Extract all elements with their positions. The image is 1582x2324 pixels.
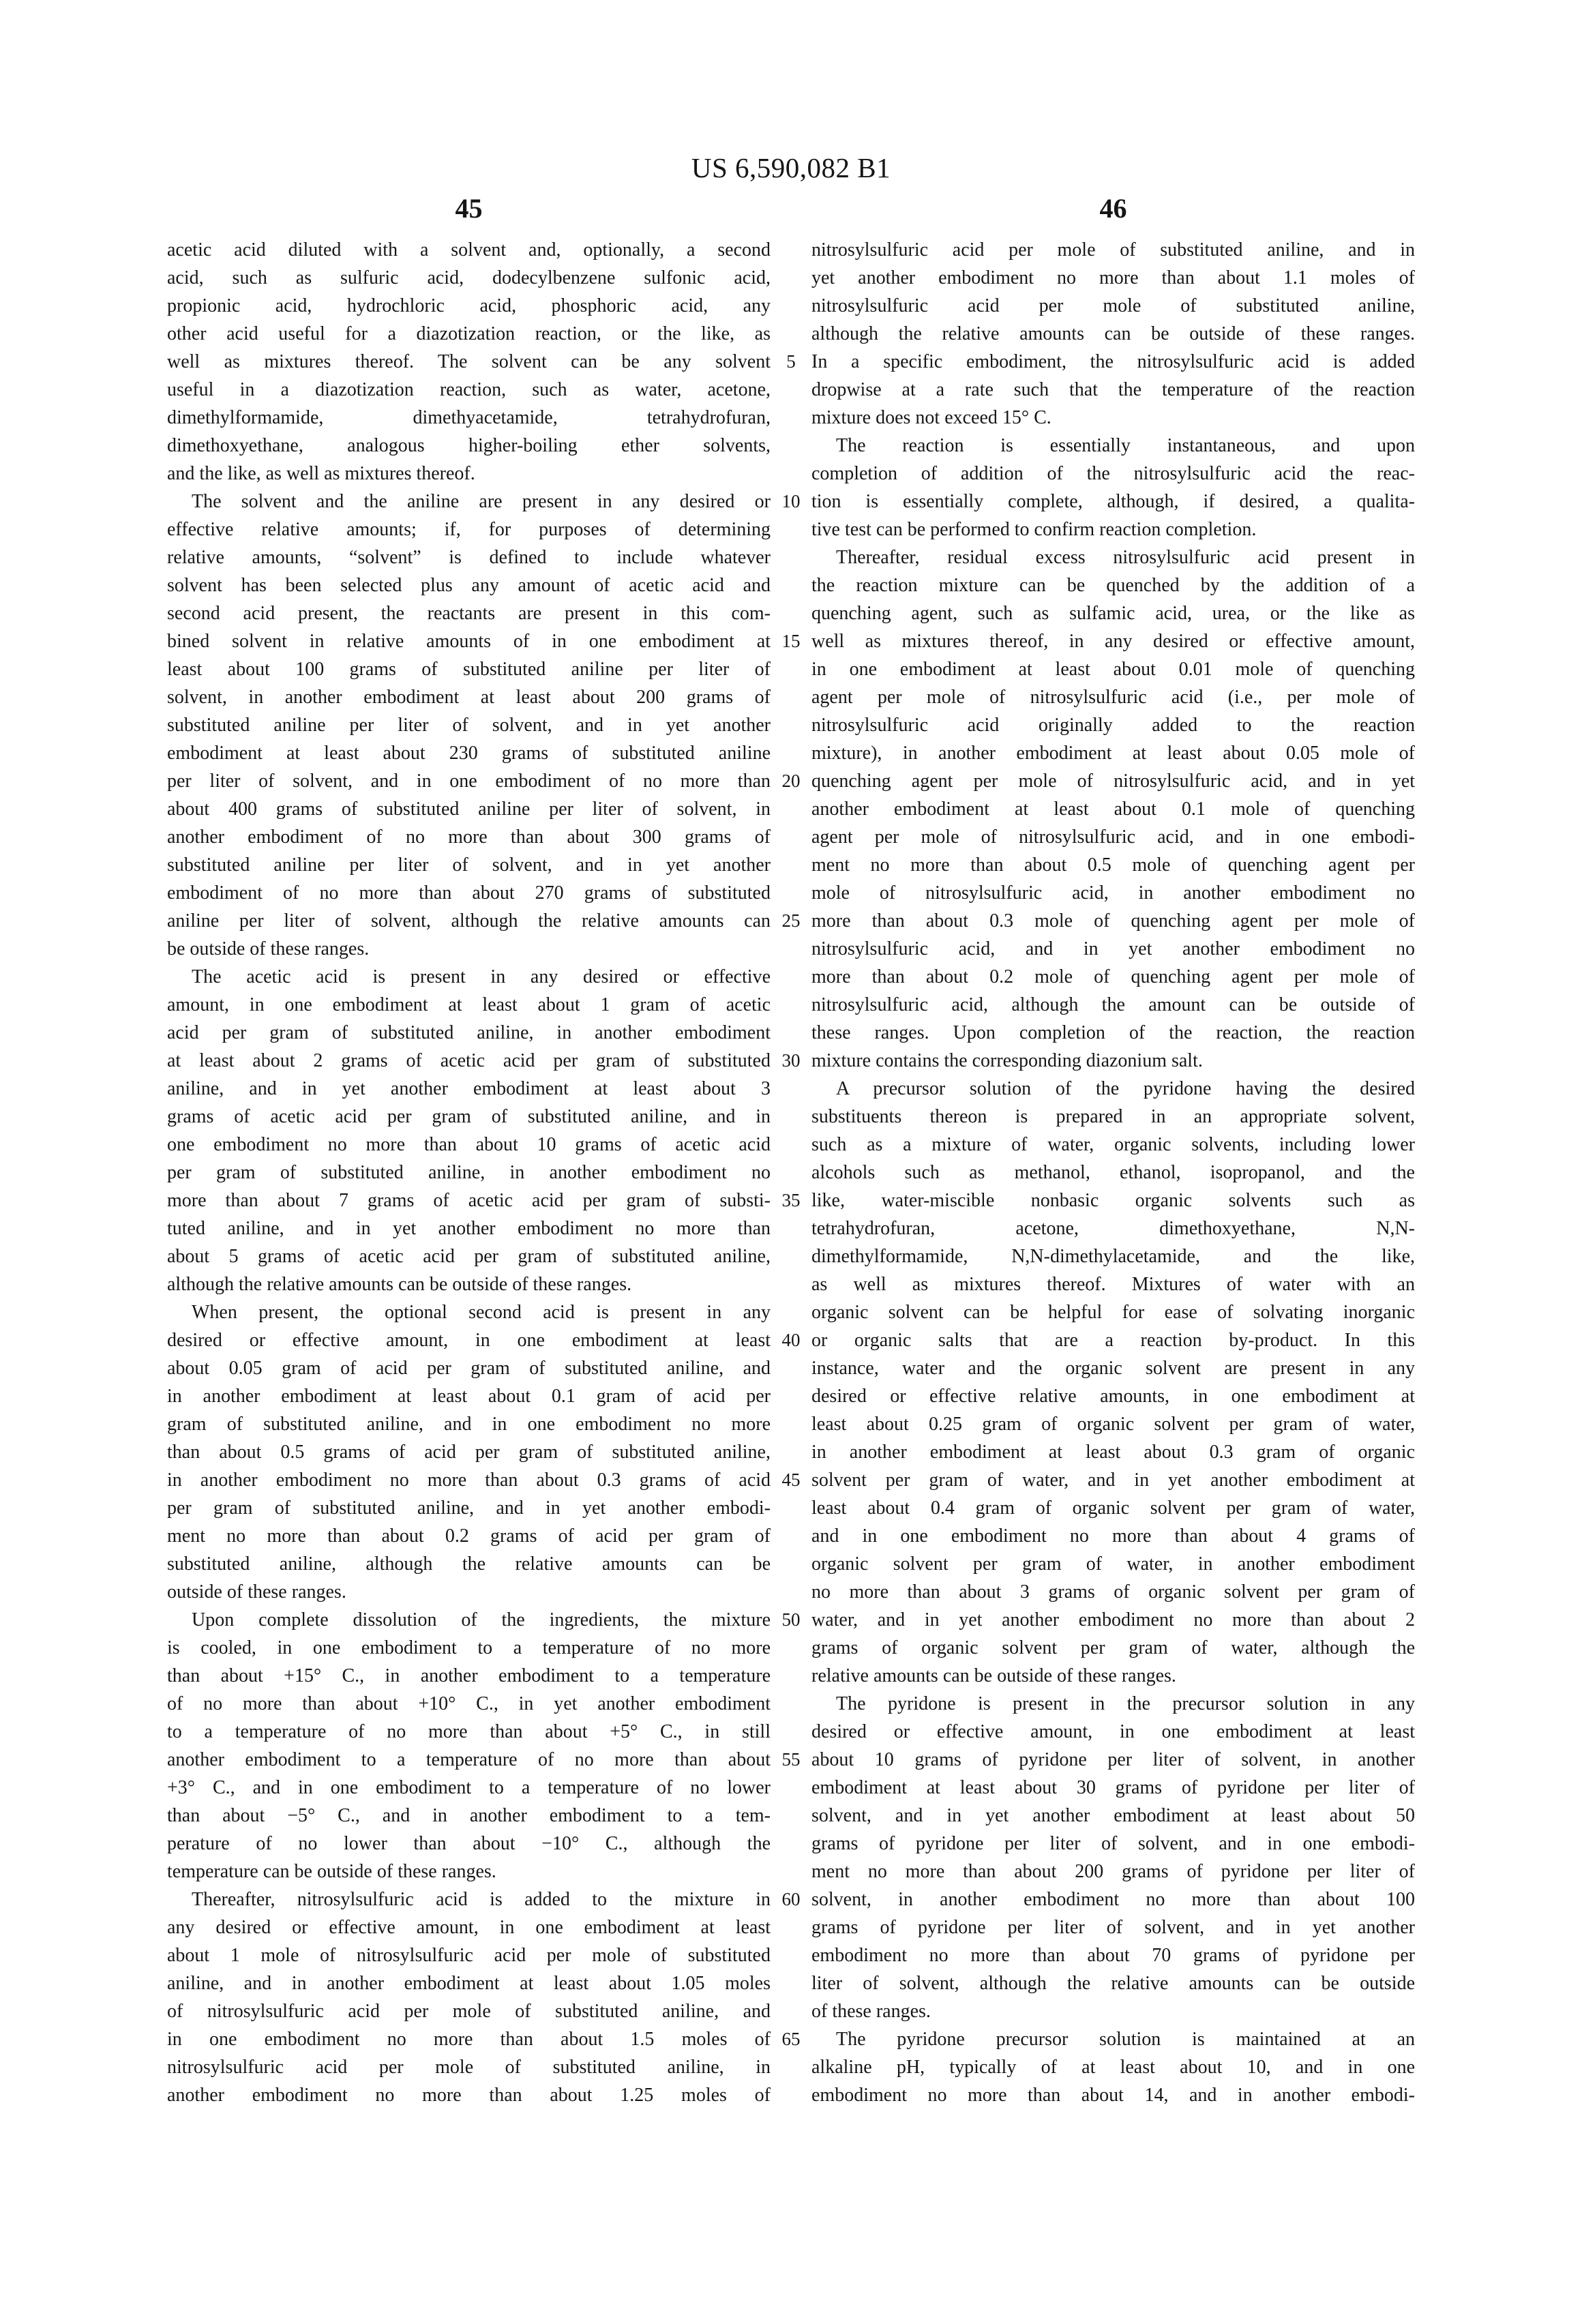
gutter-line-number: 40 xyxy=(781,1330,801,1350)
gutter-line-number: 15 xyxy=(781,631,801,651)
text-line: dropwise at a rate such that the temperature of the reaction xyxy=(811,379,1415,400)
text-line: nitrosylsulfuric acid, and in yet another embodiment no xyxy=(811,938,1415,959)
text-line: no more than about 3 grams of organic solvent per gram of xyxy=(811,1581,1415,1603)
text-line: to a temperature of no more than about +5° C., in still xyxy=(167,1721,771,1742)
text-line: effective relative amounts; if, for purposes of determining xyxy=(167,519,771,540)
text-line: any desired or effective amount, in one embodiment at least xyxy=(167,1917,771,1938)
text-line: the reaction mixture can be quenched by the addition of a xyxy=(811,575,1415,596)
text-line: dimethylformamide, N,N-dimethylacetamide, and the like, xyxy=(811,1246,1415,1267)
text-line: In a specific embodiment, the nitrosylsulfuric acid is added xyxy=(811,351,1415,372)
text-line: or organic salts that are a reaction by-product. In this xyxy=(811,1330,1415,1351)
text-line: completion of addition of the nitrosylsulfuric acid the reac- xyxy=(811,463,1415,484)
text-line: embodiment at least about 230 grams of substituted aniline xyxy=(167,743,771,764)
text-line: per gram of substituted aniline, and in yet another embodi- xyxy=(167,1498,771,1519)
text-line: of nitrosylsulfuric acid per mole of substituted aniline, and xyxy=(167,2001,771,2022)
paragraph xyxy=(811,1075,1415,1690)
line-number-gutter xyxy=(771,236,811,2109)
text-line: ment no more than about 0.2 grams of acid per gram of xyxy=(167,1525,771,1547)
column-number-left: 45 xyxy=(455,193,483,224)
column-number-right: 46 xyxy=(1099,193,1127,224)
text-line: solvent, and in yet another embodiment at least about 50 xyxy=(811,1805,1415,1826)
text-line: The acetic acid is present in any desired or effective xyxy=(192,966,771,987)
text-line: The pyridone precursor solution is maintained at an xyxy=(836,2029,1415,2050)
text-line: although the relative amounts can be outside of these ranges. xyxy=(167,1274,632,1295)
text-line: embodiment at least about 30 grams of pyridone per liter of xyxy=(811,1777,1415,1798)
text-line: acid per gram of substituted aniline, in another embodiment xyxy=(167,1022,771,1043)
text-line: liter of solvent, although the relative amounts can be outside xyxy=(811,1973,1415,1994)
text-line: dimethylformamide, dimethyacetamide, tetrahydrofuran, xyxy=(167,407,771,428)
text-line: aniline, and in yet another embodiment at least about 3 xyxy=(167,1078,771,1099)
gutter-line-number: 30 xyxy=(781,1050,801,1071)
text-line: aniline, and in another embodiment at least about 1.05 moles xyxy=(167,1973,771,1994)
text-line: substituted aniline per liter of solvent, and in yet another xyxy=(167,854,771,876)
text-line: in another embodiment no more than about 0.3 grams of acid xyxy=(167,1470,771,1491)
text-line: of these ranges. xyxy=(811,2001,931,2022)
text-line: agent per mole of nitrosylsulfuric acid (i.e., per mole of xyxy=(811,687,1415,708)
text-line: nitrosylsulfuric acid, although the amount can be outside of xyxy=(811,994,1415,1015)
text-line: nitrosylsulfuric acid per mole of substituted aniline, in xyxy=(167,2057,771,2078)
text-line: bined solvent in relative amounts of in one embodiment at xyxy=(167,631,771,652)
text-line: The reaction is essentially instantaneous, and upon xyxy=(836,435,1415,456)
text-line: propionic acid, hydrochloric acid, phosphoric acid, any xyxy=(167,295,771,316)
text-line: embodiment of no more than about 270 grams of substituted xyxy=(167,882,771,904)
text-line: substituted aniline per liter of solvent, and in yet another xyxy=(167,715,771,736)
text-line: organic solvent per gram of water, in another embodiment xyxy=(811,1553,1415,1575)
text-line: alcohols such as methanol, ethanol, isopropanol, and the xyxy=(811,1162,1415,1183)
text-line: grams of pyridone per liter of solvent, and in yet another xyxy=(811,1917,1415,1938)
text-line: organic solvent can be helpful for ease of solvating inorganic xyxy=(811,1302,1415,1323)
text-line: about 400 grams of substituted aniline per liter of solvent, in xyxy=(167,799,771,820)
text-line: one embodiment no more than about 10 grams of acetic acid xyxy=(167,1134,771,1155)
text-line: acetic acid diluted with a solvent and, optionally, a second xyxy=(167,239,771,260)
text-line: least about 0.4 gram of organic solvent per gram of water, xyxy=(811,1498,1415,1519)
text-line: mixture), in another embodiment at least about 0.05 mole of xyxy=(811,743,1415,764)
text-line: at least about 2 grams of acetic acid per gram of substituted xyxy=(167,1050,771,1071)
text-line: perature of no lower than about −10° C., although the xyxy=(167,1833,771,1854)
text-line: water, and in yet another embodiment no more than about 2 xyxy=(811,1609,1415,1630)
text-line: about 10 grams of pyridone per liter of solvent, in another xyxy=(811,1749,1415,1770)
text-line: mixture contains the corresponding diazonium salt. xyxy=(811,1050,1203,1071)
patent-number-header: US 6,590,082 B1 xyxy=(691,152,891,183)
text-line: least about 100 grams of substituted aniline per liter of xyxy=(167,659,771,680)
paragraph xyxy=(811,432,1415,543)
paragraph xyxy=(167,488,771,963)
paragraph xyxy=(167,963,771,1298)
text-line: these ranges. Upon completion of the reaction, the reaction xyxy=(811,1022,1415,1043)
gutter-line-number: 20 xyxy=(781,771,801,791)
text-line: desired or effective relative amounts, in one embodiment at xyxy=(811,1386,1415,1407)
text-line: Thereafter, nitrosylsulfuric acid is added to the mixture in xyxy=(192,1889,771,1910)
gutter-line-number: 60 xyxy=(781,1889,801,1909)
text-line: aniline per liter of solvent, although the relative amounts can xyxy=(167,910,771,932)
text-line: well as mixtures thereof. The solvent can be any solvent xyxy=(167,351,771,372)
text-line: agent per mole of nitrosylsulfuric acid, and in one embodi- xyxy=(811,826,1415,848)
text-line: more than about 0.3 mole of quenching agent per mole of xyxy=(811,910,1415,932)
text-line: grams of organic solvent per gram of water, although the xyxy=(811,1637,1415,1658)
text-line: substituents thereon is prepared in an appropriate solvent, xyxy=(811,1106,1415,1127)
text-line: another embodiment at least about 0.1 mole of quenching xyxy=(811,799,1415,820)
text-line: Upon complete dissolution of the ingredients, the mixture xyxy=(192,1609,771,1630)
text-line: of no more than about +10° C., in yet another embodiment xyxy=(167,1693,771,1714)
gutter-line-number: 65 xyxy=(781,2029,801,2049)
gutter-line-number: 5 xyxy=(786,351,796,372)
text-line: another embodiment to a temperature of no more than about xyxy=(167,1749,771,1770)
paragraph xyxy=(811,543,1415,1075)
text-line: mixture does not exceed 15° C. xyxy=(811,407,1051,428)
text-line: solvent, in another embodiment no more than about 100 xyxy=(811,1889,1415,1910)
text-line: grams of pyridone per liter of solvent, and in one embodi- xyxy=(811,1833,1415,1854)
text-line: mole of nitrosylsulfuric acid, in another embodiment no xyxy=(811,882,1415,904)
text-line: Thereafter, residual excess nitrosylsulfuric acid present in xyxy=(836,547,1415,568)
gutter-line-number: 45 xyxy=(781,1470,801,1490)
text-line: than about +15° C., in another embodiment to a temperature xyxy=(167,1665,771,1686)
text-line: embodiment no more than about 14, and in another embodi- xyxy=(811,2085,1415,2106)
text-line: quenching agent per mole of nitrosylsulfuric acid, and in yet xyxy=(811,771,1415,792)
column-left-text xyxy=(167,236,771,2109)
text-line: about 0.05 gram of acid per gram of substituted aniline, and xyxy=(167,1358,771,1379)
text-line: tetrahydrofuran, acetone, dimethoxyethane, N,N- xyxy=(811,1218,1415,1239)
text-line: another embodiment of no more than about 300 grams of xyxy=(167,826,771,848)
text-line: second acid present, the reactants are present in this com- xyxy=(167,603,771,624)
text-line: about 5 grams of acetic acid per gram of substituted aniline, xyxy=(167,1246,771,1267)
text-line: nitrosylsulfuric acid originally added to the reaction xyxy=(811,715,1415,736)
text-line: alkaline pH, typically of at least about 10, and in one xyxy=(811,2057,1415,2078)
text-line: useful in a diazotization reaction, such as water, acetone, xyxy=(167,379,771,400)
text-line: gram of substituted aniline, and in one embodiment no more xyxy=(167,1414,771,1435)
text-line: quenching agent, such as sulfamic acid, urea, or the like as xyxy=(811,603,1415,624)
text-line: solvent per gram of water, and in yet another embodiment at xyxy=(811,1470,1415,1491)
text-line: be outside of these ranges. xyxy=(167,938,370,959)
text-line: dimethoxyethane, analogous higher-boiling ether solvents, xyxy=(167,435,771,456)
paragraph xyxy=(167,236,771,488)
text-line: another embodiment no more than about 1.25 moles of xyxy=(167,2085,771,2106)
text-line: than about −5° C., and in another embodiment to a tem- xyxy=(167,1805,771,1826)
text-line: in another embodiment at least about 0.3 gram of organic xyxy=(811,1442,1415,1463)
text-line: solvent, in another embodiment at least about 200 grams of xyxy=(167,687,771,708)
text-line: ment no more than about 200 grams of pyridone per liter of xyxy=(811,1861,1415,1882)
text-line: more than about 7 grams of acetic acid per gram of substi- xyxy=(167,1190,771,1211)
gutter-line-number: 25 xyxy=(781,910,801,931)
paragraph xyxy=(811,1690,1415,2025)
text-line: tuted aniline, and in yet another embodiment no more than xyxy=(167,1218,771,1239)
text-line: in another embodiment at least about 0.1 gram of acid per xyxy=(167,1386,771,1407)
gutter-line-number: 50 xyxy=(781,1609,801,1630)
text-line: other acid useful for a diazotization reaction, or the like, as xyxy=(167,323,771,344)
text-line: ment no more than about 0.5 mole of quenching agent per xyxy=(811,854,1415,876)
text-line: temperature can be outside of these ranges. xyxy=(167,1861,496,1882)
text-line: as well as mixtures thereof. Mixtures of water with an xyxy=(811,1274,1415,1295)
text-line: yet another embodiment no more than about 1.1 moles of xyxy=(811,267,1415,288)
text-line: substituted aniline, although the relative amounts can be xyxy=(167,1553,771,1575)
text-line: The pyridone is present in the precursor solution in any xyxy=(836,1693,1415,1714)
text-line: more than about 0.2 mole of quenching agent per mole of xyxy=(811,966,1415,987)
text-line: per gram of substituted aniline, in another embodiment no xyxy=(167,1162,771,1183)
text-line: outside of these ranges. xyxy=(167,1581,346,1603)
text-line: about 1 mole of nitrosylsulfuric acid per mole of substituted xyxy=(167,1945,771,1966)
text-line: nitrosylsulfuric acid per mole of substituted aniline, xyxy=(811,295,1415,316)
paragraph xyxy=(167,1886,771,2109)
paragraph xyxy=(811,236,1415,432)
text-line: A precursor solution of the pyridone having the desired xyxy=(836,1078,1415,1099)
text-line: desired or effective amount, in one embodiment at least xyxy=(811,1721,1415,1742)
text-line: grams of acetic acid per gram of substituted aniline, and in xyxy=(167,1106,771,1127)
paragraph xyxy=(167,1606,771,1886)
text-line: and the like, as well as mixtures thereof. xyxy=(167,463,475,484)
text-line: amount, in one embodiment at least about 1 gram of acetic xyxy=(167,994,771,1015)
text-line: instance, water and the organic solvent are present in any xyxy=(811,1358,1415,1379)
text-line: solvent has been selected plus any amount of acetic acid and xyxy=(167,575,771,596)
text-line: well as mixtures thereof, in any desired or effective amount, xyxy=(811,631,1415,652)
gutter-line-number: 35 xyxy=(781,1190,801,1210)
text-line: in one embodiment no more than about 1.5 moles of xyxy=(167,2029,771,2050)
text-line: embodiment no more than about 70 grams of pyridone per xyxy=(811,1945,1415,1966)
text-line: least about 0.25 gram of organic solvent per gram of water, xyxy=(811,1414,1415,1435)
column-right-text xyxy=(811,236,1415,2109)
text-line: relative amounts, “solvent” is defined to include whatever xyxy=(167,547,771,568)
gutter-line-number: 55 xyxy=(781,1749,801,1770)
text-line: in one embodiment at least about 0.01 mole of quenching xyxy=(811,659,1415,680)
text-line: The solvent and the aniline are present in any desired or xyxy=(192,491,771,512)
text-line: like, water-miscible nonbasic organic solvents such as xyxy=(811,1190,1415,1211)
text-line: relative amounts can be outside of these ranges. xyxy=(811,1665,1176,1686)
gutter-line-number: 10 xyxy=(781,491,801,511)
text-line: although the relative amounts can be outside of these ranges. xyxy=(811,323,1415,344)
text-line: and in one embodiment no more than about 4 grams of xyxy=(811,1525,1415,1547)
text-line: nitrosylsulfuric acid per mole of substituted aniline, and in xyxy=(811,239,1415,260)
text-line: When present, the optional second acid is present in any xyxy=(192,1302,771,1323)
text-line: tion is essentially complete, although, if desired, a qualita- xyxy=(811,491,1415,512)
paragraph xyxy=(811,2025,1415,2109)
text-line: per liter of solvent, and in one embodiment of no more than xyxy=(167,771,771,792)
text-line: +3° C., and in one embodiment to a temperature of no lower xyxy=(167,1777,771,1798)
paragraph xyxy=(167,1298,771,1606)
text-line: such as a mixture of water, organic solvents, including lower xyxy=(811,1134,1415,1155)
text-line: tive test can be performed to confirm reaction completion. xyxy=(811,519,1257,540)
text-line: is cooled, in one embodiment to a temperature of no more xyxy=(167,1637,771,1658)
text-line: than about 0.5 grams of acid per gram of substituted aniline, xyxy=(167,1442,771,1463)
text-line: desired or effective amount, in one embodiment at least xyxy=(167,1330,771,1351)
text-line: acid, such as sulfuric acid, dodecylbenzene sulfonic acid, xyxy=(167,267,771,288)
